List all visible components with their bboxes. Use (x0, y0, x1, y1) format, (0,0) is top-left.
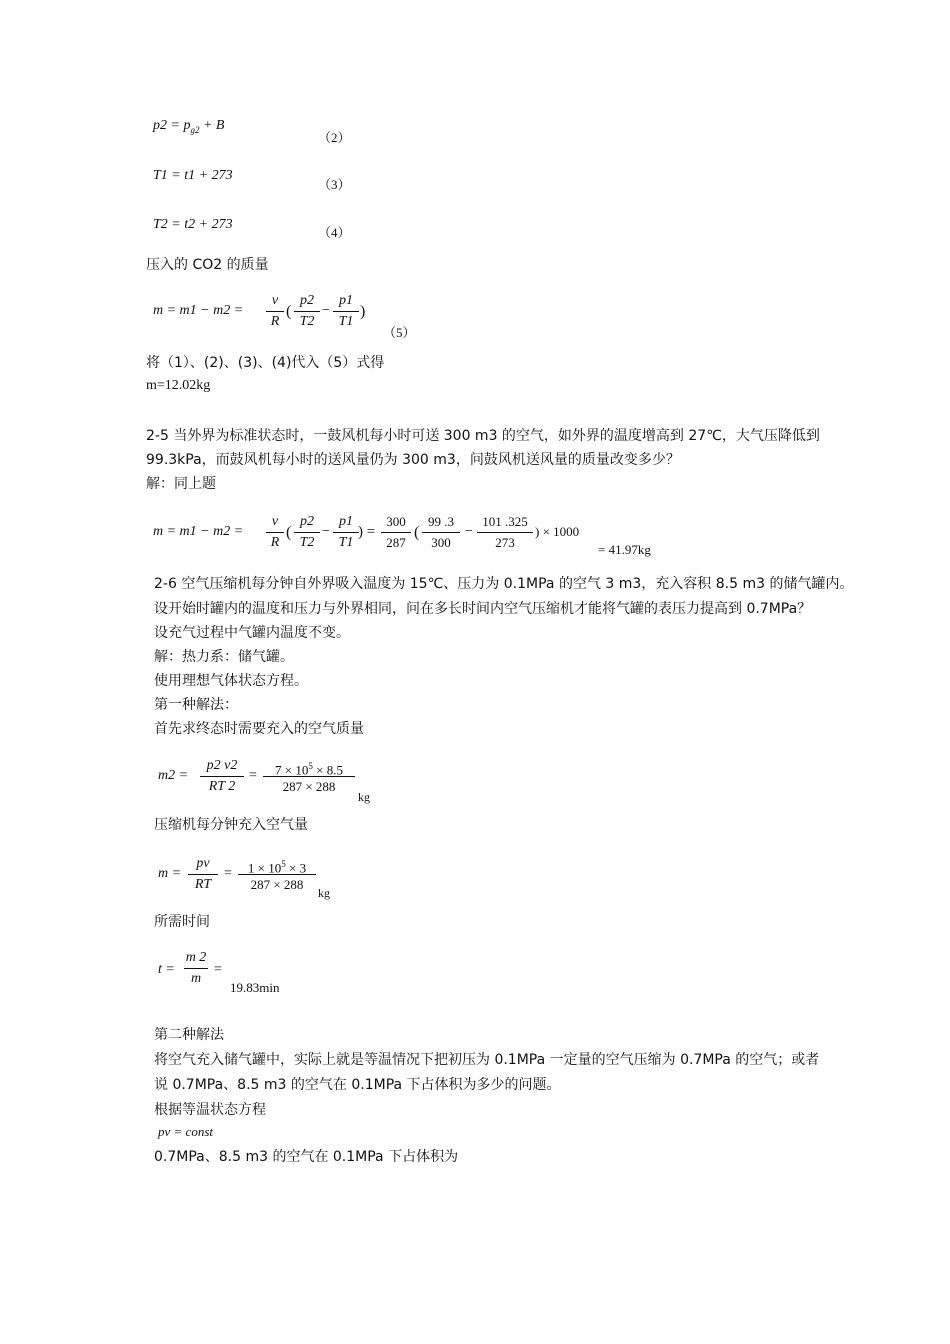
eq-m2-unit: kg (358, 790, 370, 804)
step-1-text: 首先求终态时需要充入的空气质量 (154, 721, 364, 737)
eq5-minus: − (322, 303, 330, 318)
equation-3: T1 = t1 + 273 (153, 168, 233, 183)
problem-2-5-solution: 解：同上题 (146, 476, 216, 492)
eq-m2-d1: RT 2 (208, 779, 236, 794)
eq25-d2: 300 (431, 535, 451, 550)
eq5-r: R (270, 314, 280, 329)
eq-m-n1: pv (196, 856, 210, 871)
eq25-d3: 273 (495, 535, 515, 550)
pv-const-equation: pv = const (158, 1124, 213, 1139)
solution-ideal-gas: 使用理想气体状态方程。 (154, 673, 308, 689)
eq25-d1: 287 (386, 535, 406, 550)
eq2-pg-sub: g2 (190, 124, 200, 135)
eq25-frac-99-300 (422, 512, 460, 553)
eq25-t1: T1 (338, 535, 354, 550)
solution-system: 解：热力系：储气罐。 (154, 649, 294, 665)
method-2-title: 第二种解法 (154, 1027, 224, 1043)
eq-m2-n2-tail: × 8.5 (312, 762, 343, 778)
eq-t-d1: m (190, 971, 202, 986)
eq25-lparen2: ( (414, 524, 420, 541)
method-1-title: 第一种解法： (154, 697, 238, 713)
eq-t-n1: m 2 (185, 950, 207, 965)
eq-m2-eq: = (249, 768, 257, 783)
eq25-p2: p2 (300, 514, 314, 529)
result-1: m=12.02kg (146, 378, 211, 393)
eq5-t2: T2 (299, 314, 315, 329)
eq5-frac-v-r (266, 291, 284, 332)
eq-t-eq: = (214, 962, 222, 977)
eq-m-d1: RT (194, 877, 212, 892)
step-3-text: 所需时间 (154, 914, 210, 930)
eq25-frac-p1-t1 (333, 512, 359, 553)
substitute-text: 将（1）、(2)、(3)、(4)代入（5）式得 (146, 355, 385, 371)
eq-t-frac (184, 948, 208, 989)
eq2-eq: = (170, 118, 180, 133)
eq25-rparen-eq: ) = (358, 524, 376, 540)
problem-2-6-line3: 设充气过程中气罐内温度不变。 (154, 625, 350, 641)
eq-m2-frac2 (263, 756, 355, 797)
eq25-frac-p2-t2 (294, 512, 320, 553)
eq25-n1: 300 (386, 514, 406, 529)
method-2-line3: 根据等温状态方程 (154, 1102, 266, 1118)
eq5-frac-p1-t1 (333, 291, 359, 332)
eq2-lhs: p2 (153, 118, 167, 133)
eq-m-eq: = (224, 866, 232, 881)
eq2-tag: （2） (318, 130, 351, 145)
eq4-tag: （4） (318, 225, 351, 240)
eq-m2-n1: p2 v2 (206, 758, 238, 773)
eq5-p2: p2 (300, 293, 314, 308)
eq-m-n2-wrap (238, 854, 316, 874)
eq5-frac-p2-t2 (294, 291, 320, 332)
eq25-n2: 99 .3 (428, 514, 454, 529)
eq-m2-lhs: m2 = (158, 768, 189, 783)
method-2-line2: 说 0.7MPa、8.5 m3 的空气在 0.1MPa 下占体积为多少的问题。 (154, 1077, 561, 1093)
eq-t-result: 19.83min (230, 980, 280, 995)
eq-m2-frac1 (200, 756, 244, 797)
eq2-pg: p (183, 118, 191, 133)
eq25-tail: ) × 1000 (535, 524, 580, 539)
eq25-v: v (271, 514, 279, 529)
eq25-r: R (270, 535, 280, 550)
problem-2-5-line1: 2-5 当外界为标准状态时，一鼓风机每小时可送 300 m3 的空气，如外界的温度增高到 27℃，大气压降低到 (146, 428, 820, 444)
equation-4: T2 = t2 + 273 (153, 217, 233, 232)
eq-m-frac2 (238, 854, 316, 895)
eq-m2-n2: 7 × 10 (275, 762, 309, 778)
eq25-frac-101-273 (477, 512, 533, 553)
eq5-v: v (271, 293, 279, 308)
problem-2-6-line2: 设开始时罐内的温度和压力与外界相同，问在多长时间内空气压缩机才能将气罐的表压力提高到 0.7MPa？ (154, 601, 812, 617)
eq-m2-d2: 287 × 288 (282, 779, 336, 794)
equation-2 (153, 118, 224, 135)
eq-m2-n2-wrap (263, 756, 355, 776)
eq-m-n2-sup: 5 (281, 859, 286, 869)
method-2-line4: 0.7MPa、8.5 m3 的空气在 0.1MPa 下占体积为 (154, 1149, 459, 1165)
eq25-frac-300-287 (381, 512, 411, 553)
problem-2-6-line1: 2-6 空气压缩机每分钟自外界吸入温度为 15℃、压力为 0.1MPa 的空气 3 m3，充入容积 8.5 m3 的储气罐内。 (154, 576, 854, 592)
eq-m-frac1 (188, 854, 218, 895)
eq-m-d2: 287 × 288 (250, 877, 304, 892)
problem-2-5-line2: 99.3kPa，而鼓风机每小时的送风量仍为 300 m3，问鼓风机送风量的质量改变多少？ (146, 452, 680, 468)
eq5-tag: （5） (383, 325, 416, 340)
eq2-plus: + B (202, 118, 225, 133)
eq25-minus1: − (322, 524, 330, 539)
step-2-text: 压缩机每分钟充入空气量 (154, 817, 308, 833)
eq-t-lhs: t = (158, 962, 175, 977)
eq-m2-n2-sup: 5 (308, 761, 313, 771)
eq5-lhs: m = m1 − m2 = (153, 303, 244, 318)
eq25-t2: T2 (299, 535, 315, 550)
eq3-tag: （3） (318, 177, 351, 192)
eq-m-n2: 1 × 10 (247, 860, 282, 876)
eq25-p1: p1 (339, 514, 353, 529)
eq-m-n2-tail: × 3 (285, 860, 307, 876)
eq5-lparen: ( (286, 303, 292, 320)
co2-mass-label: 压入的 CO2 的质量 (146, 257, 269, 273)
eq5-t1: T1 (338, 314, 354, 329)
eq25-minus2: − (465, 524, 473, 539)
method-2-line1: 将空气充入储气罐中，实际上就是等温情况下把初压为 0.1MPa 一定量的空气压缩为 0.7MPa 的空气；或者 (154, 1052, 820, 1068)
eq5-p1: p1 (339, 293, 353, 308)
eq25-result: = 41.97kg (598, 542, 651, 557)
eq25-lparen1: ( (286, 524, 292, 541)
eq5-rparen: ) (360, 303, 366, 320)
eq-m-unit: kg (318, 886, 330, 900)
eq25-n3: 101 .325 (482, 514, 528, 529)
eq25-lhs: m = m1 − m2 = (153, 524, 244, 539)
eq25-frac-v-r (266, 512, 284, 553)
eq-m-lhs: m = (158, 866, 182, 881)
